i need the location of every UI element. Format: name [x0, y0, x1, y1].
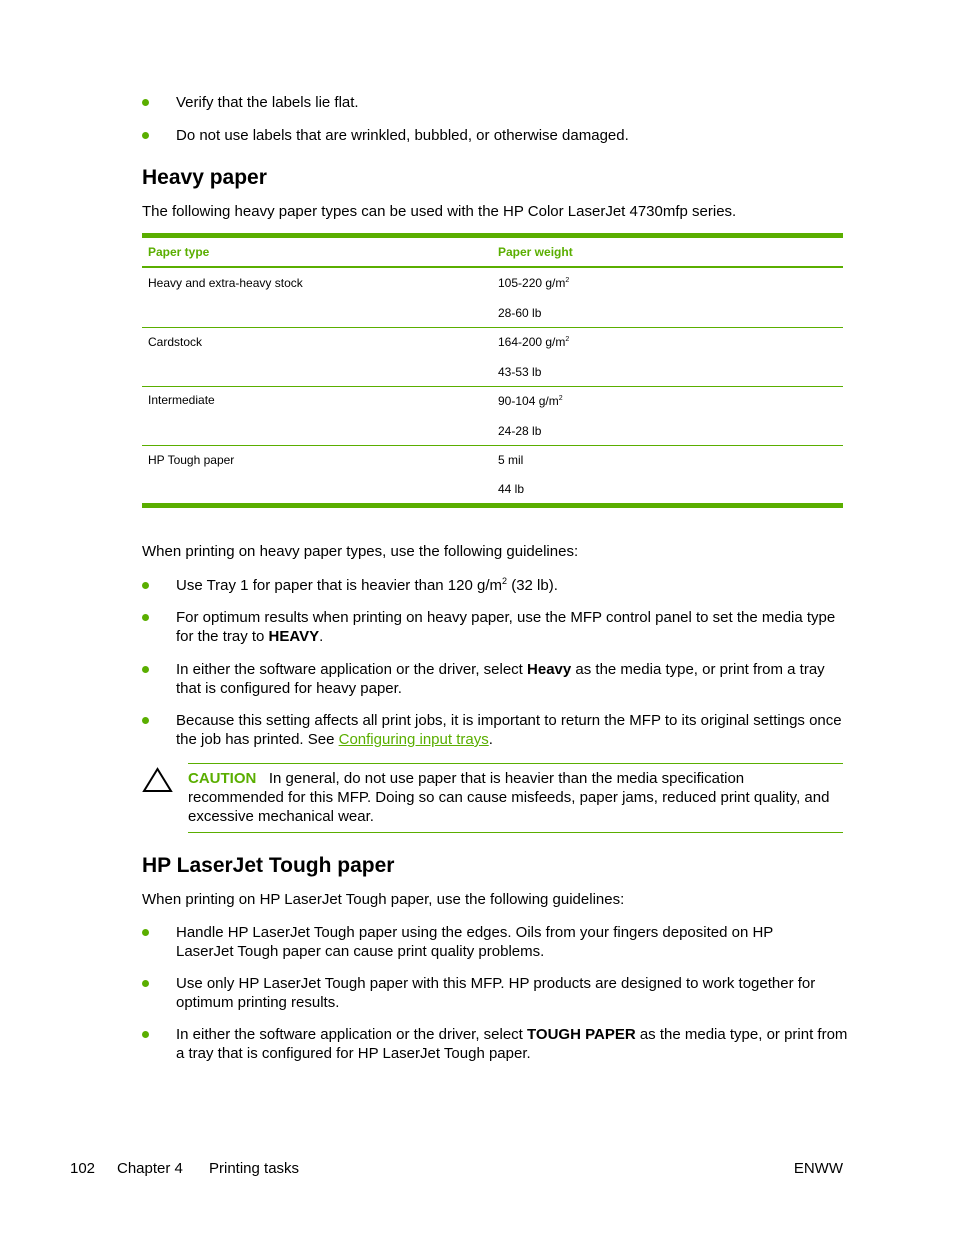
- list-item: In either the software application or the driver, select Heavy as the media type, or print from a tray that is configured for heavy paper.: [176, 661, 825, 697]
- tough-paper-heading: HP LaserJet Tough paper: [142, 854, 395, 877]
- bullet-icon: [142, 980, 149, 987]
- bullet-icon: [142, 582, 149, 589]
- list-item: Do not use labels that are wrinkled, bubbled, or otherwise damaged.: [176, 127, 629, 144]
- bullet-icon: [142, 717, 149, 724]
- list-item: Verify that the labels lie flat.: [176, 94, 359, 111]
- caution-text: In general, do not use paper that is heavier than the media specification recommended for this MFP. Doing so can cause misfeeds, paper jams, reduced print quality, and excessive mechanical wear.: [188, 770, 830, 825]
- tough-paper-intro: When printing on HP LaserJet Tough paper, use the following guidelines:: [142, 891, 625, 908]
- list-item: In either the software application or the driver, select TOUGH PAPER as the media type, or print from a tray that is configured for HP LaserJet Tough paper.: [176, 1026, 848, 1062]
- list-item: Use Tray 1 for paper that is heavier than 120 $g/m^2$ (32 lb).: [176, 576, 558, 594]
- bullet-icon: [142, 132, 149, 139]
- footer-section: Printing tasks: [209, 1160, 300, 1177]
- bullet-icon: [142, 1031, 149, 1038]
- table-cell-metric: 164-200 $g/m^2$: [498, 335, 570, 349]
- bullet-icon: [142, 929, 149, 936]
- list-item: Use only HP LaserJet Tough paper with this MFP. HP products are designed to work together for optimum printing results.: [176, 975, 816, 1011]
- table-cell-metric: 90-104 $g/m^2$: [498, 394, 563, 408]
- bullet-icon: [142, 614, 149, 621]
- list-item: Because this setting affects all print jobs, it is important to return the MFP to its original settings once the job has printed. See Configuring input trays.: [176, 712, 842, 748]
- table-cell-imperial: 43-53 lb: [498, 365, 542, 379]
- table-cell-metric: 5 mil: [498, 453, 524, 467]
- table-cell-imperial: 28-60 lb: [498, 306, 542, 320]
- table-cell-type: Cardstock: [148, 335, 203, 349]
- caution-label: CAUTION: [188, 770, 257, 787]
- footer-chapter: Chapter 4: [117, 1160, 183, 1177]
- list-item: Handle HP LaserJet Tough paper using the edges. Oils from your fingers deposited on HP LaserJet Tough paper can cause print quality problems.: [176, 924, 774, 960]
- table-cell-type: Intermediate: [148, 393, 215, 407]
- bullet-icon: [142, 666, 149, 673]
- caution-triangle-icon: [142, 767, 173, 793]
- table-cell-type: Heavy and extra-heavy stock: [148, 276, 303, 290]
- table-cell-imperial: 24-28 lb: [498, 424, 542, 438]
- heavy-paper-intro: The following heavy paper types can be used with the HP Color LaserJet 4730mfp series.: [142, 203, 737, 220]
- heavy-guidelines-intro: When printing on heavy paper types, use the following guidelines:: [142, 543, 579, 560]
- footer-enww: ENWW: [793, 1160, 843, 1177]
- table-cell-metric: 105-220 $g/m^2$: [498, 276, 570, 290]
- list-item: For optimum results when printing on heavy paper, use the MFP control panel to set the media type for the tray to HEAVY.: [176, 609, 836, 645]
- table-cell-type: HP Tough paper: [148, 453, 235, 467]
- configuring-input-trays-link[interactable]: Configuring input trays: [338, 731, 489, 748]
- caution-note: [188, 769, 843, 826]
- table-cell-imperial: 44 lb: [498, 482, 525, 496]
- heavy-paper-heading: Heavy paper: [142, 166, 267, 189]
- table-header-paper-type: Paper type: [148, 245, 210, 259]
- bullet-icon: [142, 99, 149, 106]
- footer-page-number: 102: [70, 1160, 96, 1177]
- table-header-paper-weight: Paper weight: [498, 245, 573, 259]
